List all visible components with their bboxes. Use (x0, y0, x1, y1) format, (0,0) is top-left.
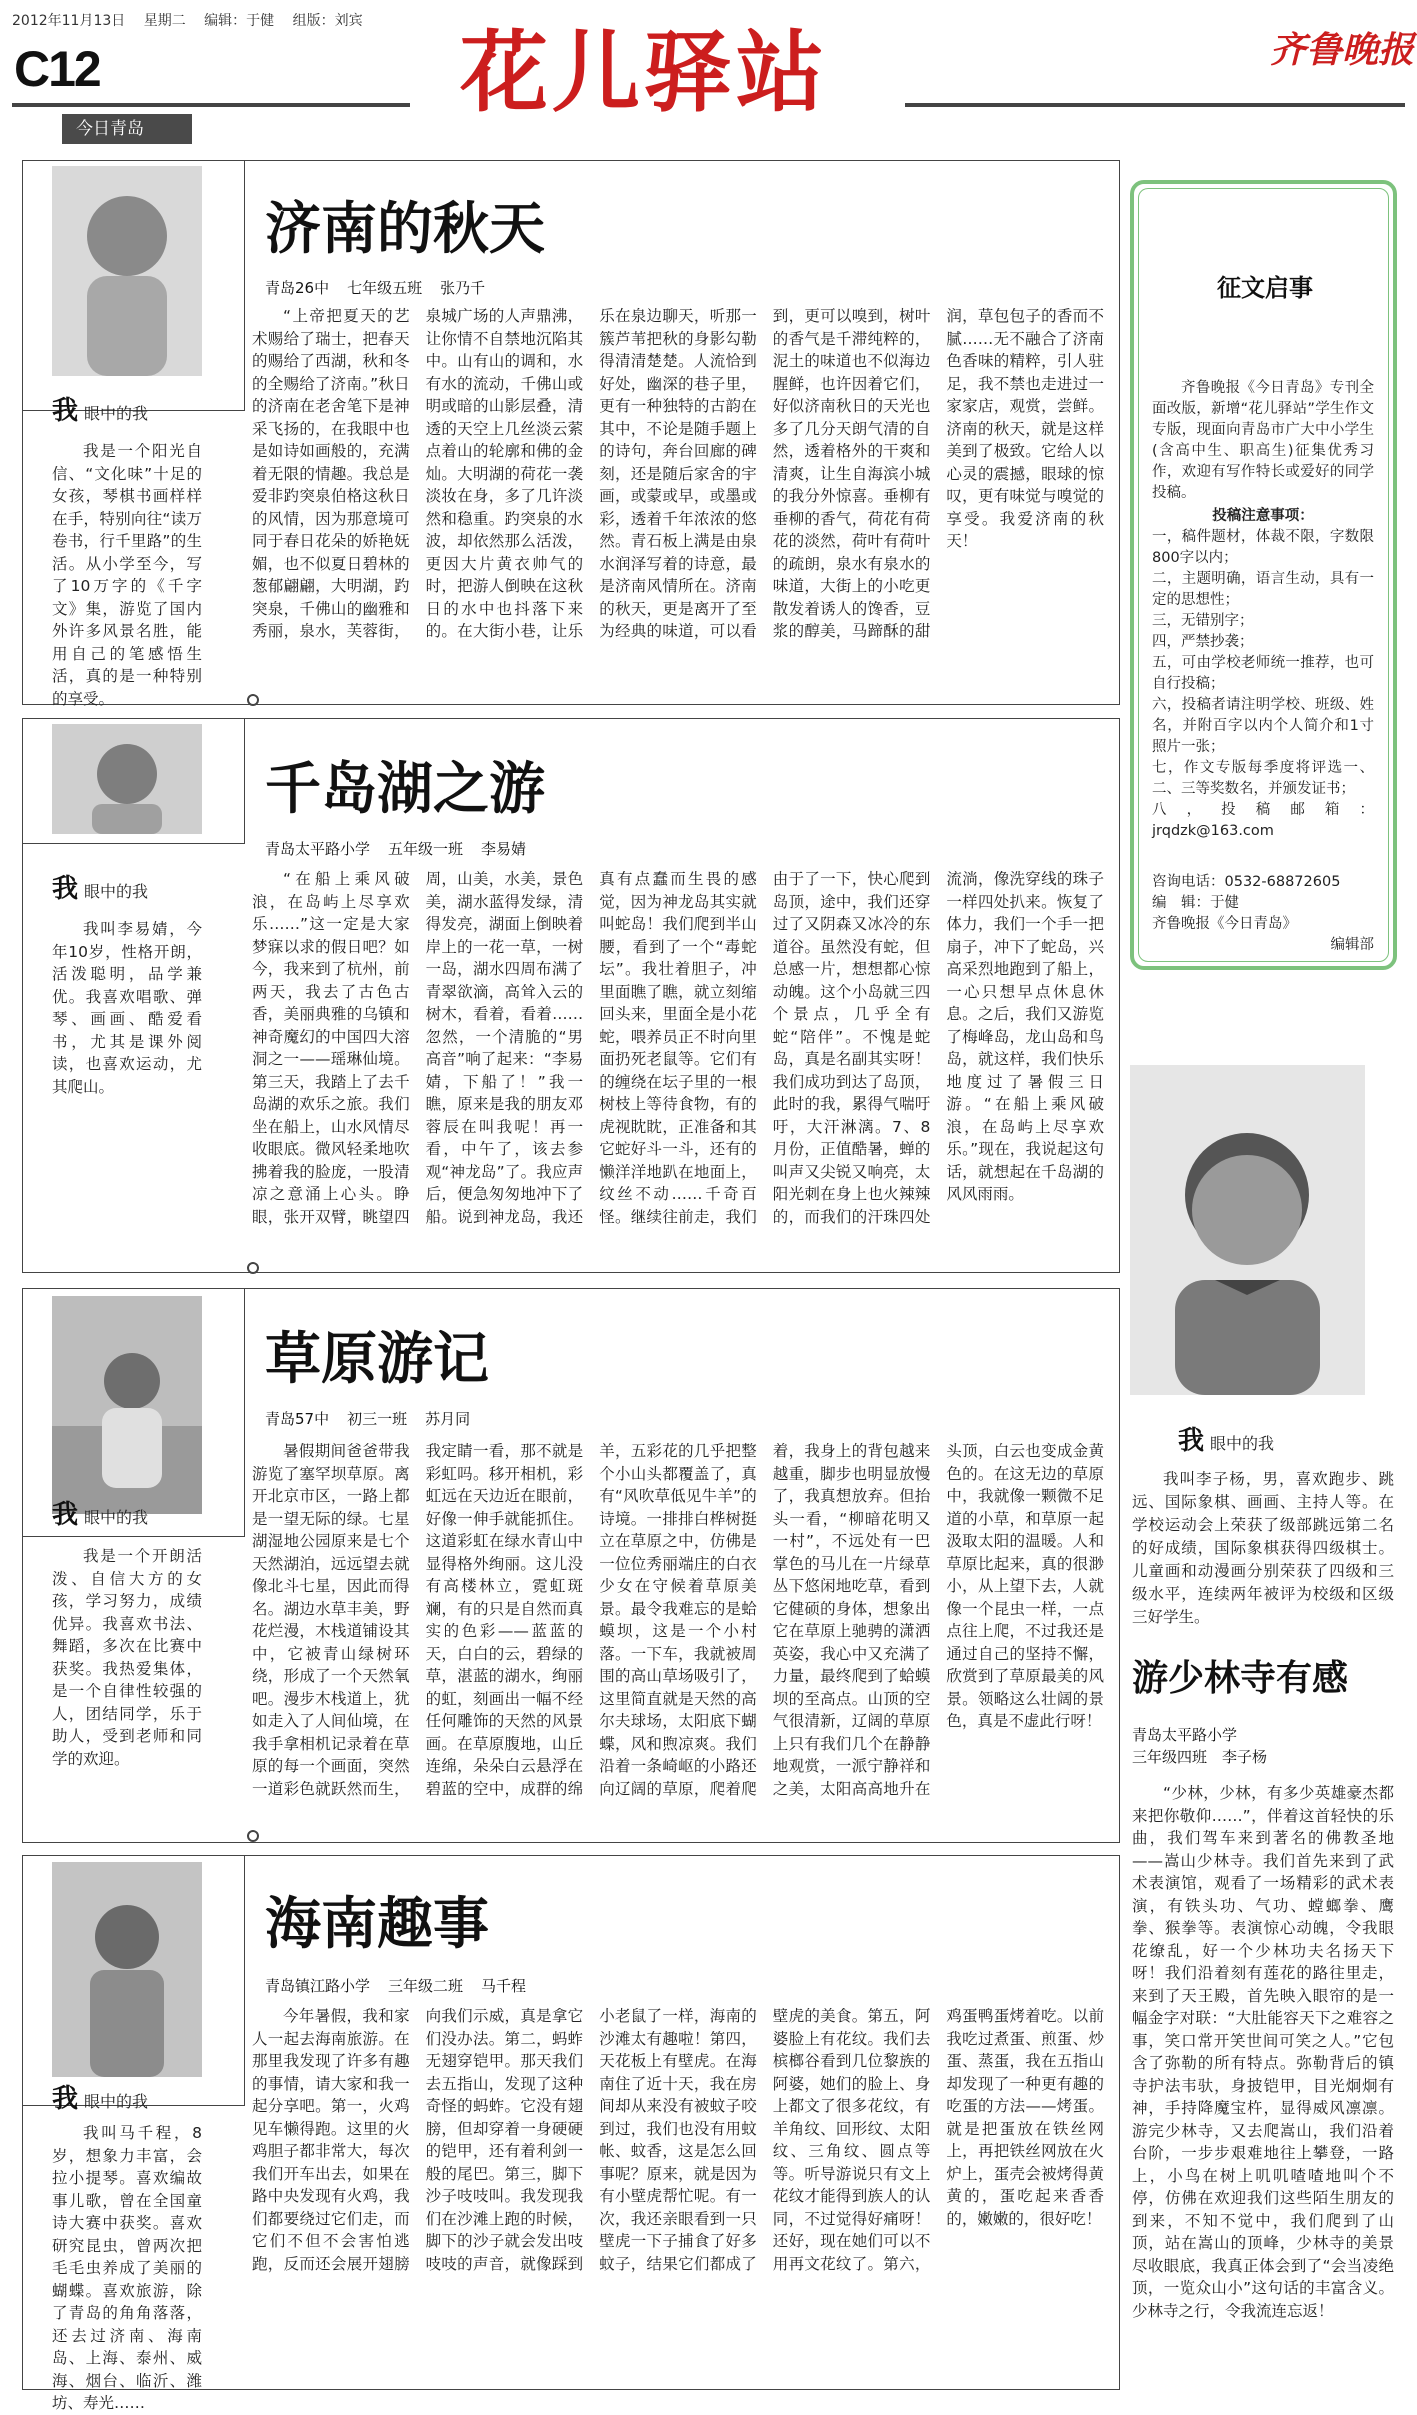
issue-date: 2012年11月13日 (12, 13, 126, 29)
author-bio: 我是一个阳光自信、“文化味”十足的女孩，琴棋书画样样在手，特别向往“读万卷书，行千里路”的生活。从小学至今，写了10万字的《千字文》集，游览了国内外许多风景名胜，能用自己的笔感悟生活，真的是一种特别的享受。 (52, 442, 202, 708)
author-photo (52, 1862, 202, 2077)
author-photo (52, 724, 202, 834)
notice-phone: 咨询电话：0532-68872605 (1152, 874, 1341, 890)
notice-item: 七，作文专版每季度将评选一、二、三等奖数名，并颁发证书； (1152, 760, 1374, 797)
me-label: 我眼中的我 (1178, 1426, 1275, 1456)
me-label: 我眼中的我 (52, 2084, 149, 2114)
corner-ornament-icon (247, 694, 259, 706)
notice-tips-title: 投稿注意事项： (1212, 508, 1314, 524)
girl-portrait-icon (52, 166, 202, 376)
notice-contact (1152, 872, 1374, 956)
notice-org: 齐鲁晚报《今日青岛》 (1152, 916, 1297, 932)
header-rule-right (905, 103, 1405, 107)
author-photo (52, 166, 202, 376)
notice-item: 二，主题明确，语言生动，具有一定的思想性； (1152, 571, 1374, 608)
corner-ornament-icon (247, 1262, 259, 1274)
notice-item: 八，投稿邮箱：jrqdzk@163.com (1152, 802, 1374, 839)
page-number: C12 (14, 41, 100, 97)
article-byline: 青岛26中 七年级五班 张乃千 (265, 279, 486, 297)
issue-weekday: 星期二 (143, 13, 186, 29)
notice-intro: 齐鲁晚报《今日青岛》专刊全面改版，新增“花儿驿站”学生作文专版，现面向青岛市广大中小学生(含高中生、职高生)征集优秀习作，欢迎有写作特长或爱好的同学投稿。 (1152, 380, 1374, 501)
page-header (0, 0, 1417, 140)
article-body: “在船上乘风破浪，在岛屿上尽享欢乐……”这一定是大家梦寐以求的假日吧？如今，我来到了杭州，前两天，我去了古色古香，美丽典雅的乌镇和神奇魔幻的中国四大溶洞之一——瑶琳仙境。第三天，我踏上了去千岛湖的欢乐之旅。我们坐在船上，山水风情尽收眼底。微风轻柔地吹拂着我的脸庞，一股清凉之意涌上心头。睁眼，张开双臂，眺望四周，山美，水美，景色美，湖水蓝得发绿，清得发亮，湖面上倒映着岸上的一花一草，一树一岛，湖水四周布满了青翠欲滴，高耸入云的树木，看着，看着……忽然，一个清脆的“男高音”响了起来：“李易婧，下船了！”我一瞧，原来是我的朋友邓蓉辰在叫我呢！再一看，中午了，该去参观“神龙岛”了。我应声后，便急匆匆地冲下了船。说到神龙岛，我还真有点蠢而生畏的感觉，因为神龙岛其实就叫蛇岛！我们爬到半山腰，看到了一个“毒蛇坛”。我壮着胆子，冲里面瞧了瞧，就立刻缩回头来，里面全是小花蛇，喂养员正不时向里面扔死老鼠等。它们有的缠绕在坛子里的一根树枝上等待食物，有的虎视眈眈，正准备和其它蛇好斗一斗，还有的懒洋洋地趴在地面上，纹丝不动……千奇百怪。继续往前走，我们由于了一下，快心爬到岛顶，途中，我们还穿过了又阴森又冰冷的东道谷。虽然没有蛇，但总感一片，想想都心惊动魄。这个小岛就三四个景点，几乎全有蛇“陪伴”。不愧是蛇岛，真是名副其实呀！我们成功到达了岛顶，此时的我，累得气喘吁吁，大汗淋漓。7、8月份，正值酷暑，蝉的叫声又尖锐又响亮，太阳光刺在身上也火辣辣的，而我们的汗珠四处流淌，像洗穿线的珠子一样四处扒来。恢复了体力，我们一个手一把扇子，冲下了蛇岛，兴高采烈地跑到了船上，一心只想早点休息休息。之后，我们又游览了梅峰岛，龙山岛和鸟岛，就这样，我们快乐地度过了暑假三日游。“在船上乘风破浪，在岛屿上尽享欢乐。”现在，我说起这句话，就想起在千岛湖的风风雨雨。 (252, 870, 1104, 1226)
notice-item: 六，投稿者请注明学校、班级、姓名，并附百字以内个人简介和1寸照片一张； (1152, 697, 1374, 755)
notice-text (1152, 378, 1374, 842)
newspaper-logo: 齐鲁晚报 (1270, 29, 1415, 71)
author-bio: 我是一个开朗活泼、自信大方的女孩，学习努力，成绩优异。我喜欢书法、舞蹈，多次在比赛中获奖。我热爱集体，是一个自律性较强的人，团结同学，乐于助人，受到老师和同学的欢迎。 (52, 1547, 202, 1768)
article-title: 海南趣事 (265, 1891, 489, 1957)
notice-editor: 编 辑：于健 (1152, 895, 1239, 911)
article-byline: 青岛太平路小学 五年级一班 李易婧 (265, 840, 527, 858)
article-title: 草原游记 (265, 1326, 489, 1392)
me-label: 我眼中的我 (52, 396, 149, 426)
layout-credit: 组版：刘宾 (292, 13, 363, 29)
article-title: 千岛湖之游 (265, 756, 545, 822)
header-rule-left (12, 103, 410, 107)
section-label: 今日青岛 (62, 114, 192, 144)
me-label: 我眼中的我 (52, 874, 149, 904)
girl-portrait-icon (52, 1296, 202, 1514)
me-label: 我眼中的我 (52, 1500, 149, 1530)
article-body: “少林，少林，有多少英雄豪杰都来把你敬仰……”，伴着这首轻快的乐曲，我们驾车来到著名的佛教圣地——嵩山少林寺。我们首先来到了武术表演馆，观看了一场精彩的武术表演，有铁头功、气功、螳螂拳、鹰拳、猴拳等。表演惊心动魄，令我眼花缭乱，好一个少林功夫名扬天下呀！我们沿着刻有莲花的路往里走，来到了天王殿，首先映入眼帘的是一幅金字对联：“大肚能容天下之难容之事，笑口常开笑世间可笑之人。”它包含了弥勒的所有特点。弥勒背后的镇寺护法韦驮，身披铠甲，目光炯炯有神，手持降魔宝杵，显得威风凛凛。游完少林寺，又去爬嵩山，我们沿着台阶，一步步艰难地往上攀登，一路上，小鸟在树上叽叽喳喳地叫个不停，仿佛在欢迎我们这些陌生朋友的到来，不知不觉中，我们爬到了山顶，站在嵩山的顶峰，少林寺的美景尽收眼底，我真正体会到了“会当凌绝顶，一览众山小”这句话的丰富含义。少林寺之行，令我流连忘返！ (1132, 1784, 1394, 2320)
masthead-title: 花儿驿站 (460, 20, 829, 124)
article-byline: 青岛57中 初三一班 苏月同 (265, 1410, 471, 1428)
girl-portrait-icon (52, 724, 202, 834)
corner-ornament-icon (247, 1830, 259, 1842)
author-photo (52, 1296, 202, 1514)
article-body: 暑假期间爸爸带我游览了塞罕坝草原。离开北京市区，一路上都是一望无际的绿。七星湖湿地公园原来是七个天然湖泊，远远望去就像北斗七星，因此而得名。湖边水草丰美，野花烂漫，木栈道铺设其中，它被青山绿树环绕，形成了一个天然氧吧。漫步木栈道上，犹如走入了人间仙境，在我手拿相机记录着在草原的每一个画面，突然一道彩色就跃然而生，我定睛一看，那不就是彩虹吗。移开相机，彩虹远在天边近在眼前，好像一伸手就能抓住。这道彩虹在绿水青山中显得格外绚丽。这儿没有高楼林立，霓虹斑斓，有的只是自然而真实的色彩——蓝蓝的天，白白的云，碧绿的草，湛蓝的湖水，绚丽的虹，刻画出一幅不经任何雕饰的天然的风景画。在草原腹地，山丘连绵，朵朵白云悬浮在碧蓝的空中，成群的绵羊，五彩花的几乎把整个小山头都覆盖了，真有“风吹草低见牛羊”的诗境。一排排白桦树挺立在草原之中，仿佛是一位位秀丽端庄的白衣少女在守候着草原美景。最令我难忘的是蛤蟆坝，这是一个小村落。一下车，我就被周围的高山草场吸引了，这里简直就是天然的高尔夫球场，太阳底下蝴蝶，风和煦凉爽。我们沿着一条崎岖的小路还向辽阔的草原，爬着爬着，我身上的背包越来越重，脚步也明显放慢了，我真想放弃。但抬头一看，“柳暗花明又一村”，不远处有一巴掌色的马儿在一片绿草丛下悠闲地吃草，看到它健硕的身体，想象出它在草原上驰骋的潇洒英姿，我心中又充满了力量，最终爬到了蛤蟆坝的至高点。山顶的空气很清新，辽阔的草原上只有我们几个在静静地观赏，一派宁静祥和之美，太阳高高地升在头顶，白云也变成金黄色的。在这无边的草原中，我就像一颗微不足道的小草，和草原一起汲取太阳的温暖。人和草原比起来，真的很渺小，从上望下去，人就像一个昆虫一样，一点点往上爬，不过我还是通过自己的坚持不懈，欣赏到了草原最美的风景。领略这么壮阔的景色，真是不虚此行呀！ (252, 1442, 1104, 1798)
article-title: 游少林寺有感 (1132, 1657, 1349, 1699)
editor-credit: 编辑：于健 (204, 13, 275, 29)
author-bio: 我叫李子杨，男，喜欢跑步、跳远、国际象棋、画画、主持人等。在学校运动会上荣获了级部跳远第二名的好成绩，国际象棋获得四级棋士。儿童画和动漫画分别荣获了四级和三级水平，连续两年被评为校级和区级三好学生。 (1132, 1470, 1394, 1626)
notice-item: 五，可由学校老师统一推荐，也可自行投稿； (1152, 655, 1374, 692)
author-photo (1130, 1065, 1365, 1395)
notice-item: 一，稿件题材，体裁不限，字数限800字以内； (1152, 529, 1374, 566)
issue-meta (12, 10, 377, 30)
article-title: 济南的秋天 (265, 196, 545, 262)
author-bio: 我叫李易婧，今年10岁，性格开朗，活泼聪明，品学兼优。我喜欢唱歌、弹琴、画画、酷爱看书，尤其是课外阅读，也喜欢运动，尤其爬山。 (52, 920, 202, 1096)
boy-portrait-icon (52, 1862, 202, 2077)
notice-dept: 编辑部 (1330, 937, 1374, 953)
notice-title: 征文启事 (1217, 274, 1313, 302)
article-body: 今年暑假，我和家人一起去海南旅游。在那里我发现了许多有趣的事情，请大家和我一起分享吧。第一，火鸡见车懒得跑。这里的火鸡胆子都非常大，每次我们开车出去，如果在路中央发现有火鸡，我们都要绕过它们走，而它们不但不会害怕逃跑，反而还会展开翅膀向我们示威，真是拿它们没办法。第二，蚂蚱无翅穿铠甲。那天我们去五指山，发现了这种奇怪的蚂蚱。它没有翅膀，但却穿着一身硬硬的铠甲，还有着利剑一般的尾巴。第三，脚下沙子吱吱叫。我发现我们在沙滩上跑的时候，脚下的沙子就会发出吱吱吱的声音，就像踩到小老鼠了一样，海南的沙滩太有趣啦！第四，天花板上有壁虎。在海南住了近十天，我在房间却从来没有被蚊子咬到过，我们也没有用蚊帐、蚊香，这是怎么回事呢？原来，就是因为有小壁虎帮忙呢。有一次，我还亲眼看到一只壁虎一下子捕食了好多蚊子，结果它们都成了壁虎的美食。第五，阿婆脸上有花纹。我们去槟榔谷看到几位黎族的阿婆，她们的脸上、身上都文了很多花纹，有羊角纹、回形纹、太阳纹、三角纹、圆点等等。听导游说只有文上花纹才能得到族人的认同，不过觉得好痛呀！还好，现在她们可以不用再文花纹了。第六，鸡蛋鸭蛋烤着吃。以前我吃过煮蛋、煎蛋、炒蛋、蒸蛋，我在五指山却发现了一种更有趣的吃蛋的方法——烤蛋。就是把蛋放在铁丝网上，再把铁丝网放在火炉上，蛋壳会被烤得黄黄的，蛋吃起来香香的，嫩嫩的，很好吃！ (252, 2007, 1104, 2273)
notice-item: 三，无错别字； (1152, 613, 1254, 629)
article-byline: 青岛太平路小学 三年级四班 李子杨 (1132, 1726, 1268, 1766)
notice-item: 四，严禁抄袭； (1152, 634, 1254, 650)
author-bio: 我叫马千程，8岁，想象力丰富，会拉小提琴。喜欢编故事儿歌，曾在全国童诗大赛中获奖。喜欢研究昆虫，曾两次把毛毛虫养成了美丽的蝴蝶。喜欢旅游，除了青岛的角角落落，还去过济南、海南岛、上海、泰州、威海、烟台、临沂、潍坊、寿光…… (52, 2124, 202, 2412)
boy-portrait-icon (1130, 1065, 1365, 1395)
article-body: “上帝把夏天的艺术赐给了瑞士，把春天的赐给了西湖，秋和冬的全赐给了济南。”秋日的济南在老舍笔下是神采飞扬的，在我眼中也是如诗如画般的，充满着无限的情趣。我总是爱非趵突泉伯格这秋日的风情，因为那意境可同于春日花朵的娇艳妩媚，也不似夏日碧林的葱郁翩翩，大明湖，趵突泉，千佛山的幽雅和秀丽，泉水，芙蓉街，泉城广场的人声鼎沸，让你情不自禁地沉陷其中。山有山的调和，水有水的流动，千佛山或明或暗的山影层叠，清透的天空上几丝淡云萦点着山的轮廓和佛的金灿。大明湖的荷花一袭淡妆在身，多了几许淡然和稳重。趵突泉的水波，却依然那么活泼，更因大片黄衣帅气的时，把游人倒映在这秋日的水中也抖落下来的。在大街小巷，让乐乐在泉边聊天，听那一簇芦苇把秋的身影勾勒得清清楚楚。人流恰到好处，幽深的巷子里，更有一种独特的古韵在其中，不论是随手题上的诗句，奔台回廊的碑刻，还是随后家舍的宇画，或蒙或早，或墨或彩，透着千年浓浓的悠然。青石板上满是由泉水润泽写着的诗意，最是济南风情所在。济南的秋天，更是离开了至为经典的味道，可以看到，更可以嗅到，树叶的香气是千滞纯粹的，泥土的味道也不似海边腥鲜，也许因着它们，好似济南秋日的天光也多了几分天朗气清的自然，透着格外的干爽和清爽，让生自海滨小城的我分外惊喜。垂柳有垂柳的香气，荷花有荷花的淡然，荷叶有荷叶的疏朗，泉水有泉水的味道，大街上的小吃更散发着诱人的馋香，豆浆的醇美，马蹄酥的甜润，草包包子的香而不腻……无不融合了济南色香味的精粹，引人驻足，我不禁也走进过一家家店，观赏，尝鲜。济南的秋天，就是这样美到了极致。它给人以心灵的震撼，眼球的惊叹，更有味觉与嗅觉的享受。我爱济南的秋天！ (252, 307, 1104, 640)
article-byline: 青岛镇江路小学 三年级二班 马千程 (265, 1977, 527, 1995)
